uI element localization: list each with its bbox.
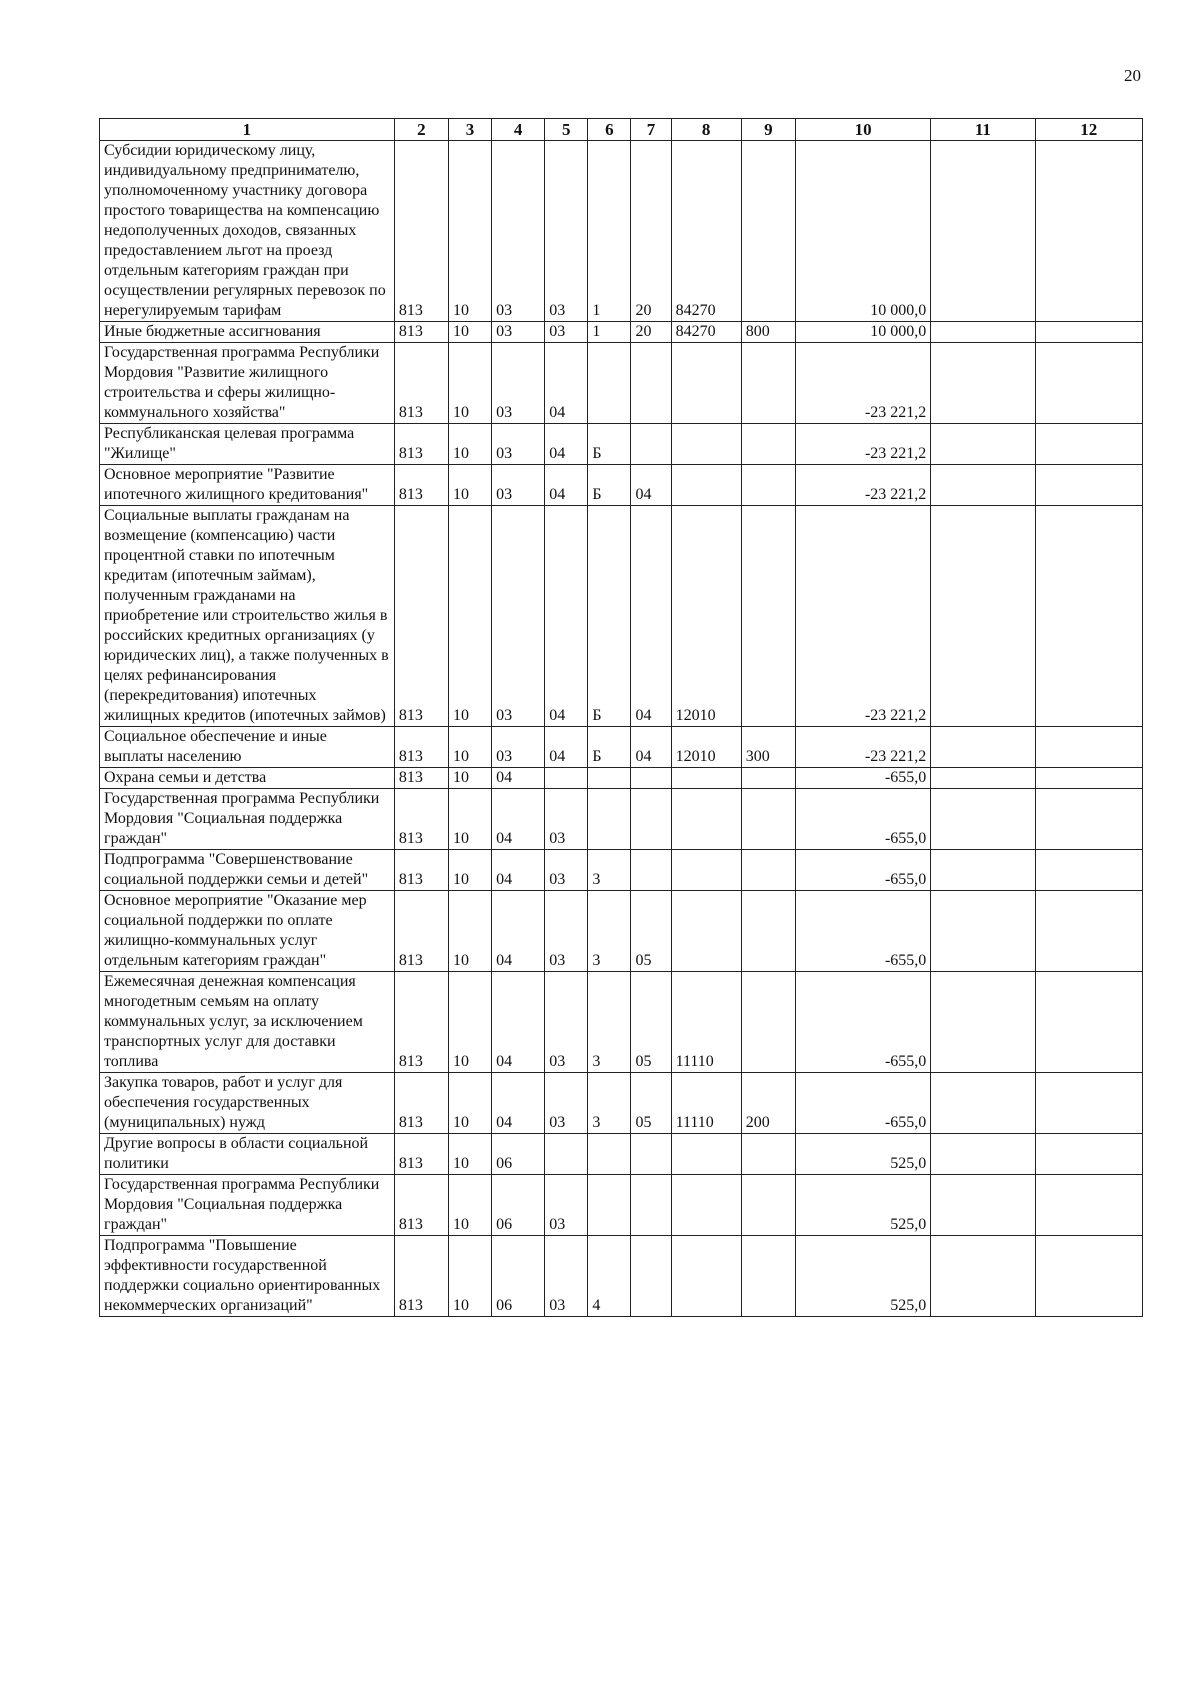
code-cell-col5: 03 — [545, 972, 588, 1073]
code-cell-col3: 10 — [448, 506, 491, 727]
code-cell-col4: 04 — [492, 850, 545, 891]
row-name-cell: Другие вопросы в области социальной политики — [100, 1134, 395, 1175]
code-cell-col3: 10 — [448, 768, 491, 789]
code-cell-col4: 03 — [492, 727, 545, 768]
empty-cell-col12 — [1035, 1236, 1142, 1317]
code-cell-col6: 3 — [588, 891, 631, 972]
code-cell-col8: 84270 — [671, 141, 741, 322]
column-header-10: 10 — [795, 119, 930, 141]
amount-cell: -23 221,2 — [795, 343, 930, 424]
code-cell-col2: 813 — [394, 141, 448, 322]
code-cell-col9 — [741, 972, 795, 1073]
code-cell-col9: 200 — [741, 1073, 795, 1134]
code-cell-col3: 10 — [448, 1175, 491, 1236]
row-name-cell: Государственная программа Республики Мордовия "Социальная поддержка граждан" — [100, 789, 395, 850]
code-cell-col9 — [741, 141, 795, 322]
empty-cell-col12 — [1035, 727, 1142, 768]
code-cell-col8 — [671, 850, 741, 891]
table-row — [100, 424, 1143, 465]
code-cell-col3: 10 — [448, 465, 491, 506]
amount-cell: 525,0 — [795, 1175, 930, 1236]
code-cell-col4: 03 — [492, 141, 545, 322]
empty-cell-col11 — [931, 343, 1035, 424]
column-header-7: 7 — [631, 119, 671, 141]
code-cell-col8: 12010 — [671, 727, 741, 768]
empty-cell-col12 — [1035, 1134, 1142, 1175]
amount-cell: -23 221,2 — [795, 506, 930, 727]
empty-cell-col11 — [931, 891, 1035, 972]
empty-cell-col12 — [1035, 1073, 1142, 1134]
code-cell-col2: 813 — [394, 1134, 448, 1175]
empty-cell-col12 — [1035, 343, 1142, 424]
code-cell-col6: Б — [588, 465, 631, 506]
code-cell-col8: 11110 — [671, 972, 741, 1073]
code-cell-col3: 10 — [448, 1073, 491, 1134]
table-body — [100, 141, 1143, 1317]
code-cell-col7 — [631, 1175, 671, 1236]
code-cell-col5: 03 — [545, 850, 588, 891]
code-cell-col6 — [588, 789, 631, 850]
column-header-6: 6 — [588, 119, 631, 141]
code-cell-col9 — [741, 1175, 795, 1236]
code-cell-col3: 10 — [448, 343, 491, 424]
table-row — [100, 506, 1143, 727]
empty-cell-col11 — [931, 465, 1035, 506]
code-cell-col2: 813 — [394, 1236, 448, 1317]
code-cell-col7 — [631, 850, 671, 891]
page-number: 20 — [1124, 66, 1141, 85]
code-cell-col2: 813 — [394, 891, 448, 972]
code-cell-col2: 813 — [394, 424, 448, 465]
row-name-cell: Государственная программа Республики Мордовия "Социальная поддержка граждан" — [100, 1175, 395, 1236]
code-cell-col7: 04 — [631, 727, 671, 768]
empty-cell-col11 — [931, 972, 1035, 1073]
amount-cell: -655,0 — [795, 850, 930, 891]
amount-cell: 525,0 — [795, 1134, 930, 1175]
code-cell-col7 — [631, 768, 671, 789]
table-row — [100, 322, 1143, 343]
amount-cell: 525,0 — [795, 1236, 930, 1317]
code-cell-col2: 813 — [394, 850, 448, 891]
code-cell-col7: 05 — [631, 972, 671, 1073]
code-cell-col4: 06 — [492, 1175, 545, 1236]
row-name-cell: Республиканская целевая программа "Жилище" — [100, 424, 395, 465]
empty-cell-col11 — [931, 850, 1035, 891]
column-header-3: 3 — [448, 119, 491, 141]
code-cell-col4: 03 — [492, 322, 545, 343]
code-cell-col6 — [588, 1134, 631, 1175]
table-row — [100, 1073, 1143, 1134]
code-cell-col7: 04 — [631, 465, 671, 506]
code-cell-col2: 813 — [394, 322, 448, 343]
code-cell-col2: 813 — [394, 768, 448, 789]
row-name-cell: Основное мероприятие "Оказание мер социальной поддержки по оплате жилищно-коммунальных услуг отдельным категориям граждан" — [100, 891, 395, 972]
table-row — [100, 768, 1143, 789]
column-header-2: 2 — [394, 119, 448, 141]
code-cell-col3: 10 — [448, 972, 491, 1073]
empty-cell-col12 — [1035, 891, 1142, 972]
row-name-cell: Охрана семьи и детства — [100, 768, 395, 789]
code-cell-col3: 10 — [448, 1134, 491, 1175]
code-cell-col5: 03 — [545, 1175, 588, 1236]
empty-cell-col12 — [1035, 424, 1142, 465]
empty-cell-col11 — [931, 1236, 1035, 1317]
code-cell-col6: 3 — [588, 972, 631, 1073]
code-cell-col5: 03 — [545, 322, 588, 343]
code-cell-col2: 813 — [394, 1175, 448, 1236]
code-cell-col7 — [631, 789, 671, 850]
code-cell-col8 — [671, 789, 741, 850]
empty-cell-col12 — [1035, 141, 1142, 322]
budget-table — [99, 118, 1143, 1317]
code-cell-col2: 813 — [394, 465, 448, 506]
empty-cell-col11 — [931, 506, 1035, 727]
column-header-4: 4 — [492, 119, 545, 141]
row-name-cell: Иные бюджетные ассигнования — [100, 322, 395, 343]
code-cell-col4: 06 — [492, 1236, 545, 1317]
code-cell-col5: 04 — [545, 424, 588, 465]
code-cell-col7 — [631, 1134, 671, 1175]
code-cell-col2: 813 — [394, 1073, 448, 1134]
amount-cell: -655,0 — [795, 789, 930, 850]
code-cell-col7: 20 — [631, 141, 671, 322]
amount-cell: 10 000,0 — [795, 141, 930, 322]
code-cell-col5: 04 — [545, 727, 588, 768]
code-cell-col5: 03 — [545, 891, 588, 972]
code-cell-col2: 813 — [394, 789, 448, 850]
empty-cell-col11 — [931, 727, 1035, 768]
code-cell-col8 — [671, 891, 741, 972]
code-cell-col9 — [741, 343, 795, 424]
column-header-11: 11 — [931, 119, 1035, 141]
code-cell-col9 — [741, 424, 795, 465]
column-header-12: 12 — [1035, 119, 1142, 141]
row-name-cell: Закупка товаров, работ и услуг для обеспечения государственных (муниципальных) нужд — [100, 1073, 395, 1134]
code-cell-col4: 04 — [492, 972, 545, 1073]
code-cell-col7: 05 — [631, 1073, 671, 1134]
code-cell-col5: 04 — [545, 506, 588, 727]
amount-cell: -655,0 — [795, 1073, 930, 1134]
code-cell-col8 — [671, 1134, 741, 1175]
amount-cell: -655,0 — [795, 972, 930, 1073]
code-cell-col9 — [741, 1134, 795, 1175]
table-row — [100, 850, 1143, 891]
row-name-cell: Основное мероприятие "Развитие ипотечного жилищного кредитования" — [100, 465, 395, 506]
empty-cell-col12 — [1035, 1175, 1142, 1236]
table-header — [100, 119, 1143, 141]
code-cell-col9 — [741, 465, 795, 506]
code-cell-col9 — [741, 1236, 795, 1317]
empty-cell-col12 — [1035, 850, 1142, 891]
empty-cell-col12 — [1035, 768, 1142, 789]
code-cell-col3: 10 — [448, 891, 491, 972]
table-row — [100, 891, 1143, 972]
code-cell-col3: 10 — [448, 322, 491, 343]
code-cell-col8: 84270 — [671, 322, 741, 343]
code-cell-col2: 813 — [394, 343, 448, 424]
code-cell-col7: 20 — [631, 322, 671, 343]
code-cell-col8 — [671, 768, 741, 789]
code-cell-col3: 10 — [448, 727, 491, 768]
table-row — [100, 343, 1143, 424]
code-cell-col5: 04 — [545, 465, 588, 506]
code-cell-col3: 10 — [448, 1236, 491, 1317]
code-cell-col7 — [631, 424, 671, 465]
code-cell-col5: 03 — [545, 1073, 588, 1134]
row-name-cell: Подпрограмма "Повышение эффективности государственной поддержки социально ориентированных некоммерческих организаций" — [100, 1236, 395, 1317]
code-cell-col5: 03 — [545, 1236, 588, 1317]
row-name-cell: Субсидии юридическому лицу, индивидуальному предпринимателю, уполномоченному участнику договора простого товарищества на компенсацию недополученных доходов, связанных предоставлением льгот на проезд отдельным категориям граждан при осуществлении регулярных перевозок по нерегулируемым тарифам — [100, 141, 395, 322]
code-cell-col4: 04 — [492, 891, 545, 972]
code-cell-col6 — [588, 1175, 631, 1236]
code-cell-col5 — [545, 768, 588, 789]
table-row — [100, 141, 1143, 322]
code-cell-col4: 03 — [492, 424, 545, 465]
code-cell-col6: 3 — [588, 850, 631, 891]
code-cell-col8 — [671, 1236, 741, 1317]
code-cell-col7: 05 — [631, 891, 671, 972]
code-cell-col5: 04 — [545, 343, 588, 424]
code-cell-col8 — [671, 465, 741, 506]
amount-cell: -23 221,2 — [795, 465, 930, 506]
empty-cell-col12 — [1035, 972, 1142, 1073]
empty-cell-col11 — [931, 322, 1035, 343]
amount-cell: -655,0 — [795, 768, 930, 789]
table-row — [100, 789, 1143, 850]
code-cell-col6: 4 — [588, 1236, 631, 1317]
code-cell-col9 — [741, 768, 795, 789]
code-cell-col4: 03 — [492, 343, 545, 424]
code-cell-col8: 11110 — [671, 1073, 741, 1134]
code-cell-col3: 10 — [448, 424, 491, 465]
column-header-5: 5 — [545, 119, 588, 141]
row-name-cell: Подпрограмма "Совершенствование социальной поддержки семьи и детей" — [100, 850, 395, 891]
code-cell-col6: Б — [588, 506, 631, 727]
code-cell-col4: 04 — [492, 1073, 545, 1134]
code-cell-col5 — [545, 1134, 588, 1175]
code-cell-col3: 10 — [448, 789, 491, 850]
code-cell-col8: 12010 — [671, 506, 741, 727]
code-cell-col3: 10 — [448, 141, 491, 322]
table-row — [100, 972, 1143, 1073]
code-cell-col7 — [631, 1236, 671, 1317]
empty-cell-col11 — [931, 141, 1035, 322]
code-cell-col6: Б — [588, 424, 631, 465]
table-row — [100, 1175, 1143, 1236]
empty-cell-col12 — [1035, 465, 1142, 506]
code-cell-col9 — [741, 850, 795, 891]
row-name-cell: Социальное обеспечение и иные выплаты населению — [100, 727, 395, 768]
code-cell-col9 — [741, 891, 795, 972]
code-cell-col6: Б — [588, 727, 631, 768]
code-cell-col6 — [588, 343, 631, 424]
empty-cell-col11 — [931, 789, 1035, 850]
code-cell-col2: 813 — [394, 727, 448, 768]
row-name-cell: Социальные выплаты гражданам на возмещение (компенсацию) части процентной ставки по ипотечным кредитам (ипотечным займам), полученным гражданами на приобретение или строительство жилья в российских кредитных организациях (у юридических лиц), а также полученных в целях рефинансирования (перекредитования) ипотечных жилищных кредитов (ипотечных займов) — [100, 506, 395, 727]
code-cell-col4: 04 — [492, 768, 545, 789]
empty-cell-col11 — [931, 768, 1035, 789]
empty-cell-col12 — [1035, 322, 1142, 343]
table-row — [100, 1236, 1143, 1317]
code-cell-col2: 813 — [394, 506, 448, 727]
code-cell-col4: 04 — [492, 789, 545, 850]
empty-cell-col11 — [931, 1134, 1035, 1175]
empty-cell-col12 — [1035, 506, 1142, 727]
code-cell-col9 — [741, 789, 795, 850]
table-row — [100, 727, 1143, 768]
code-cell-col9 — [741, 506, 795, 727]
code-cell-col5: 03 — [545, 141, 588, 322]
column-header-8: 8 — [671, 119, 741, 141]
column-header-1: 1 — [100, 119, 395, 141]
code-cell-col9: 300 — [741, 727, 795, 768]
code-cell-col4: 06 — [492, 1134, 545, 1175]
empty-cell-col12 — [1035, 789, 1142, 850]
code-cell-col6 — [588, 768, 631, 789]
code-cell-col6: 1 — [588, 141, 631, 322]
code-cell-col4: 03 — [492, 506, 545, 727]
amount-cell: -23 221,2 — [795, 424, 930, 465]
code-cell-col7: 04 — [631, 506, 671, 727]
table-row — [100, 465, 1143, 506]
empty-cell-col11 — [931, 424, 1035, 465]
code-cell-col8 — [671, 343, 741, 424]
header-row — [100, 119, 1143, 141]
column-header-9: 9 — [741, 119, 795, 141]
code-cell-col5: 03 — [545, 789, 588, 850]
amount-cell: -655,0 — [795, 891, 930, 972]
code-cell-col9: 800 — [741, 322, 795, 343]
table-row — [100, 1134, 1143, 1175]
code-cell-col8 — [671, 424, 741, 465]
empty-cell-col11 — [931, 1073, 1035, 1134]
code-cell-col4: 03 — [492, 465, 545, 506]
row-name-cell: Государственная программа Республики Мордовия "Развитие жилищного строительства и сферы жилищно-коммунального хозяйства" — [100, 343, 395, 424]
amount-cell: 10 000,0 — [795, 322, 930, 343]
row-name-cell: Ежемесячная денежная компенсация многодетным семьям на оплату коммунальных услуг, за исключением транспортных услуг для доставки топлива — [100, 972, 395, 1073]
amount-cell: -23 221,2 — [795, 727, 930, 768]
code-cell-col6: 1 — [588, 322, 631, 343]
code-cell-col2: 813 — [394, 972, 448, 1073]
empty-cell-col11 — [931, 1175, 1035, 1236]
code-cell-col8 — [671, 1175, 741, 1236]
code-cell-col3: 10 — [448, 850, 491, 891]
code-cell-col7 — [631, 343, 671, 424]
code-cell-col6: 3 — [588, 1073, 631, 1134]
